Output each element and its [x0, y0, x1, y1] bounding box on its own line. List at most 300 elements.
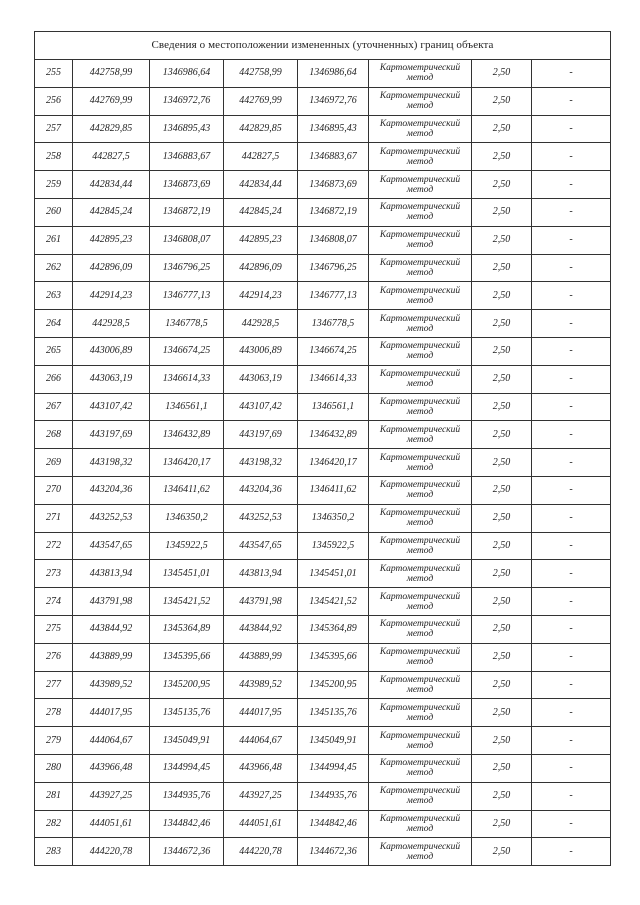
existing-x-cell: 443197,69 — [73, 421, 150, 449]
refined-y-cell: 1346420,17 — [298, 449, 369, 477]
table-row — [35, 310, 611, 338]
accuracy-cell: 2,50 — [472, 727, 532, 755]
existing-y-cell: 1346883,67 — [150, 143, 224, 171]
point-number-cell: 257 — [35, 115, 73, 143]
refined-y-cell: 1346432,89 — [298, 421, 369, 449]
method-line-1: Картометрический — [379, 841, 461, 852]
note-cell: - — [532, 615, 611, 643]
note-cell: - — [532, 643, 611, 671]
accuracy-cell: 2,50 — [472, 476, 532, 504]
existing-y-cell: 1346796,25 — [150, 254, 224, 282]
refined-y-cell: 1345200,95 — [298, 671, 369, 699]
table-row — [35, 337, 611, 365]
method-line-2: метод — [406, 629, 434, 640]
method-cell — [369, 615, 472, 643]
refined-y-cell: 1345421,52 — [298, 588, 369, 616]
existing-x-cell: 442928,5 — [73, 310, 150, 338]
accuracy-cell: 2,50 — [472, 532, 532, 560]
method-line-2: метод — [406, 240, 434, 251]
existing-x-cell: 443813,94 — [73, 560, 150, 588]
method-line-2: метод — [406, 490, 434, 501]
point-number-cell: 278 — [35, 699, 73, 727]
existing-y-cell: 1344842,46 — [150, 810, 224, 838]
method-cell — [369, 532, 472, 560]
accuracy-cell: 2,50 — [472, 754, 532, 782]
method-line-1: Картометрический — [379, 424, 461, 435]
existing-y-cell: 1346778,5 — [150, 310, 224, 338]
method-cell — [369, 254, 472, 282]
accuracy-cell: 2,50 — [472, 671, 532, 699]
accuracy-cell: 2,50 — [472, 615, 532, 643]
existing-x-cell: 443198,32 — [73, 449, 150, 477]
existing-y-cell: 1346872,19 — [150, 198, 224, 226]
refined-x-cell: 443204,36 — [224, 476, 298, 504]
refined-x-cell: 443966,48 — [224, 754, 298, 782]
note-cell: - — [532, 699, 611, 727]
method-cell — [369, 421, 472, 449]
existing-x-cell: 443547,65 — [73, 532, 150, 560]
method-line-1: Картометрический — [379, 230, 461, 241]
existing-x-cell: 443204,36 — [73, 476, 150, 504]
accuracy-cell: 2,50 — [472, 504, 532, 532]
existing-y-cell: 1346986,64 — [150, 60, 224, 88]
note-cell: - — [532, 60, 611, 88]
existing-x-cell: 442758,99 — [73, 60, 150, 88]
method-line-1: Картометрический — [379, 813, 461, 824]
table-row — [35, 282, 611, 310]
table-row — [35, 226, 611, 254]
note-cell: - — [532, 393, 611, 421]
table-row — [35, 198, 611, 226]
note-cell: - — [532, 504, 611, 532]
refined-y-cell: 1344935,76 — [298, 782, 369, 810]
method-line-2: метод — [406, 73, 434, 84]
existing-y-cell: 1346350,2 — [150, 504, 224, 532]
point-number-cell: 268 — [35, 421, 73, 449]
refined-y-cell: 1345135,76 — [298, 699, 369, 727]
method-line-1: Картометрический — [379, 535, 461, 546]
point-number-cell: 280 — [35, 754, 73, 782]
method-cell — [369, 143, 472, 171]
method-line-2: метод — [406, 267, 434, 278]
point-number-cell: 262 — [35, 254, 73, 282]
method-line-1: Картометрический — [379, 396, 461, 407]
table-row — [35, 87, 611, 115]
existing-y-cell: 1346777,13 — [150, 282, 224, 310]
refined-x-cell: 442829,85 — [224, 115, 298, 143]
accuracy-cell: 2,50 — [472, 60, 532, 88]
method-line-1: Картометрический — [379, 63, 461, 74]
method-line-1: Картометрический — [379, 452, 461, 463]
note-cell: - — [532, 671, 611, 699]
existing-y-cell: 1346873,69 — [150, 171, 224, 199]
existing-y-cell: 1345451,01 — [150, 560, 224, 588]
method-line-1: Картометрический — [379, 647, 461, 658]
method-cell — [369, 393, 472, 421]
existing-x-cell: 442896,09 — [73, 254, 150, 282]
refined-x-cell: 442827,5 — [224, 143, 298, 171]
refined-x-cell: 443813,94 — [224, 560, 298, 588]
existing-x-cell: 442834,44 — [73, 171, 150, 199]
existing-y-cell: 1346420,17 — [150, 449, 224, 477]
accuracy-cell: 2,50 — [472, 337, 532, 365]
refined-y-cell: 1346778,5 — [298, 310, 369, 338]
table-row — [35, 143, 611, 171]
table-row — [35, 254, 611, 282]
refined-x-cell: 443989,52 — [224, 671, 298, 699]
point-number-cell: 255 — [35, 60, 73, 88]
point-number-cell: 273 — [35, 560, 73, 588]
point-number-cell: 272 — [35, 532, 73, 560]
point-number-cell: 264 — [35, 310, 73, 338]
method-line-1: Картометрический — [379, 91, 461, 102]
accuracy-cell: 2,50 — [472, 282, 532, 310]
refined-y-cell: 1344994,45 — [298, 754, 369, 782]
method-line-2: метод — [406, 184, 434, 195]
refined-y-cell: 1345364,89 — [298, 615, 369, 643]
method-line-2: метод — [406, 351, 434, 362]
method-cell — [369, 198, 472, 226]
existing-y-cell: 1346561,1 — [150, 393, 224, 421]
method-line-1: Картометрический — [379, 341, 461, 352]
method-line-1: Картометрический — [379, 285, 461, 296]
method-cell — [369, 449, 472, 477]
point-number-cell: 256 — [35, 87, 73, 115]
table-row — [35, 171, 611, 199]
refined-x-cell: 442769,99 — [224, 87, 298, 115]
refined-y-cell: 1344842,46 — [298, 810, 369, 838]
method-line-1: Картометрический — [379, 674, 461, 685]
refined-y-cell: 1346895,43 — [298, 115, 369, 143]
method-cell — [369, 310, 472, 338]
refined-x-cell: 444064,67 — [224, 727, 298, 755]
method-cell — [369, 115, 472, 143]
accuracy-cell: 2,50 — [472, 310, 532, 338]
note-cell: - — [532, 337, 611, 365]
accuracy-cell: 2,50 — [472, 421, 532, 449]
refined-x-cell: 443547,65 — [224, 532, 298, 560]
table-row — [35, 671, 611, 699]
existing-x-cell: 442769,99 — [73, 87, 150, 115]
table-row — [35, 449, 611, 477]
existing-y-cell: 1345922,5 — [150, 532, 224, 560]
existing-x-cell: 443107,42 — [73, 393, 150, 421]
point-number-cell: 265 — [35, 337, 73, 365]
refined-x-cell: 443197,69 — [224, 421, 298, 449]
point-number-cell: 258 — [35, 143, 73, 171]
refined-y-cell: 1346561,1 — [298, 393, 369, 421]
point-number-cell: 269 — [35, 449, 73, 477]
table-row — [35, 365, 611, 393]
existing-x-cell: 442827,5 — [73, 143, 150, 171]
existing-y-cell: 1346808,07 — [150, 226, 224, 254]
refined-y-cell: 1346972,76 — [298, 87, 369, 115]
method-cell — [369, 838, 472, 866]
refined-x-cell: 443063,19 — [224, 365, 298, 393]
method-line-2: метод — [406, 657, 434, 668]
refined-y-cell: 1346873,69 — [298, 171, 369, 199]
method-cell — [369, 504, 472, 532]
existing-x-cell: 443791,98 — [73, 588, 150, 616]
refined-y-cell: 1346674,25 — [298, 337, 369, 365]
refined-y-cell: 1345922,5 — [298, 532, 369, 560]
point-number-cell: 270 — [35, 476, 73, 504]
refined-x-cell: 442896,09 — [224, 254, 298, 282]
point-number-cell: 266 — [35, 365, 73, 393]
table-row — [35, 699, 611, 727]
note-cell: - — [532, 421, 611, 449]
accuracy-cell: 2,50 — [472, 365, 532, 393]
method-cell — [369, 671, 472, 699]
method-line-1: Картометрический — [379, 619, 461, 630]
note-cell: - — [532, 282, 611, 310]
table-row — [35, 782, 611, 810]
accuracy-cell: 2,50 — [472, 393, 532, 421]
existing-x-cell: 443063,19 — [73, 365, 150, 393]
accuracy-cell: 2,50 — [472, 87, 532, 115]
method-cell — [369, 282, 472, 310]
note-cell: - — [532, 198, 611, 226]
refined-x-cell: 443791,98 — [224, 588, 298, 616]
refined-y-cell: 1344672,36 — [298, 838, 369, 866]
accuracy-cell: 2,50 — [472, 699, 532, 727]
existing-x-cell: 442845,24 — [73, 198, 150, 226]
existing-y-cell: 1346972,76 — [150, 87, 224, 115]
method-line-2: метод — [406, 212, 434, 223]
refined-y-cell: 1346614,33 — [298, 365, 369, 393]
method-line-2: метод — [406, 601, 434, 612]
accuracy-cell: 2,50 — [472, 254, 532, 282]
refined-x-cell: 442914,23 — [224, 282, 298, 310]
method-line-2: метод — [406, 295, 434, 306]
refined-y-cell: 1346796,25 — [298, 254, 369, 282]
refined-x-cell: 443252,53 — [224, 504, 298, 532]
refined-x-cell: 443107,42 — [224, 393, 298, 421]
table-row — [35, 643, 611, 671]
method-cell — [369, 727, 472, 755]
refined-y-cell: 1346872,19 — [298, 198, 369, 226]
method-line-2: метод — [406, 823, 434, 834]
method-cell — [369, 337, 472, 365]
accuracy-cell: 2,50 — [472, 588, 532, 616]
method-line-1: Картометрический — [379, 146, 461, 157]
existing-y-cell: 1346895,43 — [150, 115, 224, 143]
note-cell: - — [532, 838, 611, 866]
accuracy-cell: 2,50 — [472, 198, 532, 226]
existing-x-cell: 444064,67 — [73, 727, 150, 755]
method-line-1: Картометрический — [379, 480, 461, 491]
table-title: Сведения о местоположении измененных (уточненных) границ объекта — [35, 32, 611, 60]
method-line-1: Картометрический — [379, 174, 461, 185]
method-line-2: метод — [406, 768, 434, 779]
refined-x-cell: 443198,32 — [224, 449, 298, 477]
method-line-2: метод — [406, 712, 434, 723]
existing-y-cell: 1346411,62 — [150, 476, 224, 504]
note-cell: - — [532, 532, 611, 560]
point-number-cell: 276 — [35, 643, 73, 671]
note-cell: - — [532, 171, 611, 199]
table-row — [35, 504, 611, 532]
point-number-cell: 263 — [35, 282, 73, 310]
existing-x-cell: 444051,61 — [73, 810, 150, 838]
method-cell — [369, 754, 472, 782]
table-row — [35, 476, 611, 504]
method-line-2: метод — [406, 851, 434, 862]
point-number-cell: 267 — [35, 393, 73, 421]
existing-x-cell: 442914,23 — [73, 282, 150, 310]
table-row — [35, 421, 611, 449]
point-number-cell: 282 — [35, 810, 73, 838]
existing-x-cell: 443844,92 — [73, 615, 150, 643]
table-row — [35, 588, 611, 616]
existing-y-cell: 1346432,89 — [150, 421, 224, 449]
existing-y-cell: 1345364,89 — [150, 615, 224, 643]
refined-y-cell: 1346986,64 — [298, 60, 369, 88]
point-number-cell: 260 — [35, 198, 73, 226]
refined-x-cell: 442895,23 — [224, 226, 298, 254]
point-number-cell: 281 — [35, 782, 73, 810]
existing-x-cell: 443927,25 — [73, 782, 150, 810]
accuracy-cell: 2,50 — [472, 115, 532, 143]
note-cell: - — [532, 87, 611, 115]
accuracy-cell: 2,50 — [472, 449, 532, 477]
point-number-cell: 261 — [35, 226, 73, 254]
existing-x-cell: 443989,52 — [73, 671, 150, 699]
method-cell — [369, 171, 472, 199]
refined-x-cell: 442758,99 — [224, 60, 298, 88]
existing-y-cell: 1345049,91 — [150, 727, 224, 755]
table-row — [35, 393, 611, 421]
method-line-2: метод — [406, 740, 434, 751]
refined-y-cell: 1345395,66 — [298, 643, 369, 671]
method-cell — [369, 643, 472, 671]
method-line-2: метод — [406, 434, 434, 445]
note-cell: - — [532, 254, 611, 282]
refined-x-cell: 443889,99 — [224, 643, 298, 671]
method-line-1: Картометрический — [379, 202, 461, 213]
point-number-cell: 275 — [35, 615, 73, 643]
refined-y-cell: 1346350,2 — [298, 504, 369, 532]
method-cell — [369, 782, 472, 810]
method-cell — [369, 810, 472, 838]
method-line-1: Картометрический — [379, 786, 461, 797]
accuracy-cell: 2,50 — [472, 810, 532, 838]
refined-x-cell: 444220,78 — [224, 838, 298, 866]
method-cell — [369, 560, 472, 588]
note-cell: - — [532, 560, 611, 588]
table-row — [35, 532, 611, 560]
note-cell: - — [532, 365, 611, 393]
point-number-cell: 259 — [35, 171, 73, 199]
refined-x-cell: 442928,5 — [224, 310, 298, 338]
table-row — [35, 615, 611, 643]
existing-y-cell: 1344994,45 — [150, 754, 224, 782]
refined-y-cell: 1346883,67 — [298, 143, 369, 171]
existing-x-cell: 443006,89 — [73, 337, 150, 365]
refined-x-cell: 443927,25 — [224, 782, 298, 810]
existing-y-cell: 1345395,66 — [150, 643, 224, 671]
method-cell — [369, 588, 472, 616]
accuracy-cell: 2,50 — [472, 838, 532, 866]
existing-y-cell: 1345200,95 — [150, 671, 224, 699]
method-line-1: Картометрический — [379, 118, 461, 129]
note-cell: - — [532, 449, 611, 477]
refined-x-cell: 442834,44 — [224, 171, 298, 199]
method-line-2: метод — [406, 101, 434, 112]
method-line-1: Картометрический — [379, 508, 461, 519]
accuracy-cell: 2,50 — [472, 226, 532, 254]
method-line-1: Картометрический — [379, 369, 461, 380]
refined-x-cell: 444017,95 — [224, 699, 298, 727]
document-page — [34, 31, 610, 866]
method-line-1: Картометрический — [379, 591, 461, 602]
method-line-2: метод — [406, 684, 434, 695]
refined-x-cell: 442845,24 — [224, 198, 298, 226]
method-line-1: Картометрический — [379, 313, 461, 324]
method-cell — [369, 87, 472, 115]
method-line-1: Картометрический — [379, 257, 461, 268]
existing-y-cell: 1345421,52 — [150, 588, 224, 616]
point-number-cell: 274 — [35, 588, 73, 616]
refined-y-cell: 1345451,01 — [298, 560, 369, 588]
existing-x-cell: 443252,53 — [73, 504, 150, 532]
existing-y-cell: 1344935,76 — [150, 782, 224, 810]
method-line-1: Картометрический — [379, 758, 461, 769]
existing-x-cell: 443889,99 — [73, 643, 150, 671]
existing-x-cell: 442829,85 — [73, 115, 150, 143]
accuracy-cell: 2,50 — [472, 782, 532, 810]
point-number-cell: 279 — [35, 727, 73, 755]
refined-y-cell: 1346808,07 — [298, 226, 369, 254]
existing-y-cell: 1344672,36 — [150, 838, 224, 866]
accuracy-cell: 2,50 — [472, 143, 532, 171]
method-cell — [369, 226, 472, 254]
point-number-cell: 277 — [35, 671, 73, 699]
point-number-cell: 271 — [35, 504, 73, 532]
method-line-1: Картометрический — [379, 730, 461, 741]
method-cell — [369, 699, 472, 727]
method-line-2: метод — [406, 545, 434, 556]
method-line-2: метод — [406, 796, 434, 807]
refined-x-cell: 443844,92 — [224, 615, 298, 643]
existing-y-cell: 1345135,76 — [150, 699, 224, 727]
refined-x-cell: 444051,61 — [224, 810, 298, 838]
method-line-2: метод — [406, 379, 434, 390]
method-line-2: метод — [406, 323, 434, 334]
table-row — [35, 754, 611, 782]
method-line-2: метод — [406, 518, 434, 529]
existing-x-cell: 443966,48 — [73, 754, 150, 782]
method-line-1: Картометрический — [379, 702, 461, 713]
refined-y-cell: 1346411,62 — [298, 476, 369, 504]
existing-x-cell: 444017,95 — [73, 699, 150, 727]
note-cell: - — [532, 226, 611, 254]
refined-y-cell: 1346777,13 — [298, 282, 369, 310]
note-cell: - — [532, 782, 611, 810]
note-cell: - — [532, 754, 611, 782]
table-row — [35, 115, 611, 143]
table-row — [35, 727, 611, 755]
table-row — [35, 838, 611, 866]
table-row — [35, 810, 611, 838]
accuracy-cell: 2,50 — [472, 171, 532, 199]
accuracy-cell: 2,50 — [472, 643, 532, 671]
method-line-2: метод — [406, 406, 434, 417]
existing-y-cell: 1346674,25 — [150, 337, 224, 365]
note-cell: - — [532, 310, 611, 338]
existing-x-cell: 444220,78 — [73, 838, 150, 866]
method-line-2: метод — [406, 156, 434, 167]
